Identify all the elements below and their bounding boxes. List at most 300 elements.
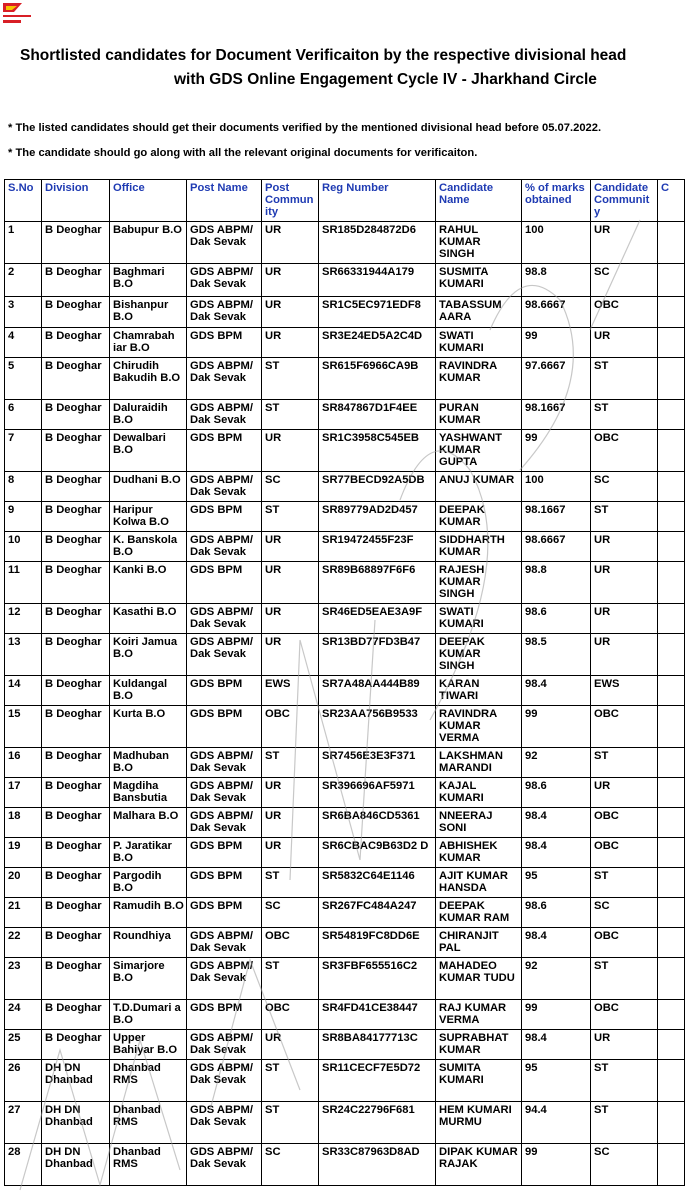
cell-post-community: OBC: [262, 1000, 319, 1030]
cell-division: B Deoghar: [42, 400, 110, 430]
cell-reg-number: SR8BA84177713C: [319, 1030, 436, 1060]
cell-marks: 98.6: [522, 604, 591, 634]
cell-post-name: GDS BPM: [187, 430, 262, 472]
cell-division: B Deoghar: [42, 264, 110, 297]
note-original-documents: * The candidate should go along with all the relevant original documents for verificaiton.: [8, 147, 478, 159]
cell-reg-number: SR267FC484A247: [319, 898, 436, 928]
cell-sno: 10: [5, 532, 42, 562]
cell-marks: 99: [522, 706, 591, 748]
cell-office: Dhanbad RMS: [110, 1102, 187, 1144]
cell-office: Kanki B.O: [110, 562, 187, 604]
cell-candidate-name: SWATI KUMARI: [436, 328, 522, 358]
cell-post-community: UR: [262, 1030, 319, 1060]
cell-reg-number: SR3E24ED5A2C4D: [319, 328, 436, 358]
table-row: [5, 1000, 685, 1030]
col-header-cut-off: C: [658, 180, 685, 222]
cell-office: Malhara B.O: [110, 808, 187, 838]
cell-sno: 23: [5, 958, 42, 1000]
cell-reg-number: SR13BD77FD3B47: [319, 634, 436, 676]
cell-reg-number: SR396696AF5971: [319, 778, 436, 808]
cell-sno: 6: [5, 400, 42, 430]
cell-sno: 22: [5, 928, 42, 958]
india-post-logo-icon: [0, 0, 40, 28]
cell-division: B Deoghar: [42, 868, 110, 898]
cell-division: B Deoghar: [42, 634, 110, 676]
cell-candidate-community: OBC: [591, 808, 658, 838]
cell-post-community: EWS: [262, 676, 319, 706]
cell-post-name: GDS BPM: [187, 328, 262, 358]
cell-sno: 20: [5, 868, 42, 898]
cell-office: Babupur B.O: [110, 222, 187, 264]
cell-post-community: UR: [262, 562, 319, 604]
cell-marks: 99: [522, 1144, 591, 1186]
cell-cut-off: [658, 676, 685, 706]
cell-reg-number: SR7A48AA444B89: [319, 676, 436, 706]
cell-division: B Deoghar: [42, 1030, 110, 1060]
cell-post-community: UR: [262, 808, 319, 838]
table-row: [5, 1144, 685, 1186]
table-row: [5, 1060, 685, 1102]
table-row: [5, 748, 685, 778]
cell-candidate-community: UR: [591, 634, 658, 676]
table-row: [5, 430, 685, 472]
cell-post-name: GDS BPM: [187, 706, 262, 748]
india-post-logo: [0, 0, 40, 28]
table-row: [5, 502, 685, 532]
cell-post-community: UR: [262, 297, 319, 328]
cell-sno: 13: [5, 634, 42, 676]
cell-cut-off: [658, 1030, 685, 1060]
cell-sno: 25: [5, 1030, 42, 1060]
cell-candidate-name: DEEPAK KUMAR: [436, 502, 522, 532]
cell-candidate-community: ST: [591, 748, 658, 778]
col-header-post-community: Post Community: [262, 180, 319, 222]
cell-office: Bishanpur B.O: [110, 297, 187, 328]
cell-office: Daluraidih B.O: [110, 400, 187, 430]
cell-cut-off: [658, 1144, 685, 1186]
cell-cut-off: [658, 222, 685, 264]
cell-cut-off: [658, 1060, 685, 1102]
cell-candidate-name: SUSMITA KUMARI: [436, 264, 522, 297]
table-row: [5, 264, 685, 297]
cell-marks: 98.4: [522, 1030, 591, 1060]
cell-cut-off: [658, 748, 685, 778]
cell-sno: 2: [5, 264, 42, 297]
cell-cut-off: [658, 358, 685, 400]
cell-post-name: GDS BPM: [187, 562, 262, 604]
cell-sno: 15: [5, 706, 42, 748]
cell-reg-number: SR11CECF7E5D72: [319, 1060, 436, 1102]
cell-sno: 21: [5, 898, 42, 928]
cell-post-community: UR: [262, 222, 319, 264]
cell-sno: 24: [5, 1000, 42, 1030]
table-row: [5, 532, 685, 562]
cell-cut-off: [658, 838, 685, 868]
cell-marks: 98.4: [522, 928, 591, 958]
cell-division: DH DN Dhanbad: [42, 1060, 110, 1102]
cell-office: Kuldangal B.O: [110, 676, 187, 706]
cell-reg-number: SR847867D1F4EE: [319, 400, 436, 430]
cell-cut-off: [658, 898, 685, 928]
cell-post-community: UR: [262, 778, 319, 808]
cell-candidate-community: OBC: [591, 1000, 658, 1030]
cell-post-community: ST: [262, 958, 319, 1000]
cell-candidate-community: EWS: [591, 676, 658, 706]
cell-candidate-name: DEEPAK KUMAR SINGH: [436, 634, 522, 676]
cell-marks: 98.6667: [522, 532, 591, 562]
cell-post-name: GDS ABPM/ Dak Sevak: [187, 297, 262, 328]
cell-office: Haripur Kolwa B.O: [110, 502, 187, 532]
cell-post-name: GDS ABPM/ Dak Sevak: [187, 472, 262, 502]
cell-post-name: GDS ABPM/ Dak Sevak: [187, 778, 262, 808]
col-header-candidate-name: Candidate Name: [436, 180, 522, 222]
table-row: [5, 472, 685, 502]
cell-cut-off: [658, 532, 685, 562]
cell-office: Dewalbari B.O: [110, 430, 187, 472]
cell-post-name: GDS ABPM/ Dak Sevak: [187, 222, 262, 264]
cell-candidate-name: KAJAL KUMARI: [436, 778, 522, 808]
note-verification-deadline: * The listed candidates should get their documents verified by the mentioned divisional head before 05.07.2022.: [8, 122, 602, 134]
cell-post-name: GDS ABPM/ Dak Sevak: [187, 1030, 262, 1060]
cell-marks: 98.6667: [522, 297, 591, 328]
cell-reg-number: SR185D284872D6: [319, 222, 436, 264]
table-row: [5, 604, 685, 634]
cell-post-name: GDS BPM: [187, 502, 262, 532]
cell-sno: 26: [5, 1060, 42, 1102]
cell-office: T.D.Dumari a B.O: [110, 1000, 187, 1030]
cell-candidate-name: RAVINDRA KUMAR VERMA: [436, 706, 522, 748]
cell-office: Dudhani B.O: [110, 472, 187, 502]
cell-division: B Deoghar: [42, 297, 110, 328]
cell-reg-number: SR77BECD92A5DB: [319, 472, 436, 502]
cell-candidate-name: SWATI KUMARI: [436, 604, 522, 634]
cell-candidate-name: PURAN KUMAR: [436, 400, 522, 430]
cell-division: B Deoghar: [42, 472, 110, 502]
table-row: [5, 676, 685, 706]
cell-sno: 4: [5, 328, 42, 358]
cell-candidate-community: OBC: [591, 706, 658, 748]
cell-post-name: GDS ABPM/ Dak Sevak: [187, 928, 262, 958]
cell-division: B Deoghar: [42, 328, 110, 358]
cell-candidate-community: ST: [591, 502, 658, 532]
table-row: [5, 868, 685, 898]
cell-division: B Deoghar: [42, 502, 110, 532]
cell-sno: 12: [5, 604, 42, 634]
cell-post-name: GDS ABPM/ Dak Sevak: [187, 808, 262, 838]
cell-candidate-community: OBC: [591, 430, 658, 472]
table-row: [5, 222, 685, 264]
cell-division: DH DN Dhanbad: [42, 1144, 110, 1186]
cell-cut-off: [658, 868, 685, 898]
cell-marks: 99: [522, 1000, 591, 1030]
table-row: [5, 808, 685, 838]
cell-candidate-name: SIDDHARTH KUMAR: [436, 532, 522, 562]
cell-division: B Deoghar: [42, 838, 110, 868]
cell-reg-number: SR89779AD2D457: [319, 502, 436, 532]
table-row: [5, 898, 685, 928]
cell-candidate-name: KARAN TIWARI: [436, 676, 522, 706]
table-row: [5, 706, 685, 748]
cell-reg-number: SR7456E3E3F371: [319, 748, 436, 778]
cell-marks: 98.1667: [522, 502, 591, 532]
cell-office: Upper Bahiyar B.O: [110, 1030, 187, 1060]
cell-office: Chamrabah iar B.O: [110, 328, 187, 358]
cell-office: Magdiha Bansbutia: [110, 778, 187, 808]
table-row: [5, 838, 685, 868]
cell-candidate-community: UR: [591, 1030, 658, 1060]
cell-reg-number: SR6BA846CD5361: [319, 808, 436, 838]
cell-cut-off: [658, 328, 685, 358]
cell-marks: 97.6667: [522, 358, 591, 400]
table-row: [5, 400, 685, 430]
cell-candidate-name: DEEPAK KUMAR RAM: [436, 898, 522, 928]
cell-candidate-community: UR: [591, 532, 658, 562]
cell-reg-number: SR615F6966CA9B: [319, 358, 436, 400]
col-header-candidate-community: Candidate Community: [591, 180, 658, 222]
cell-marks: 100: [522, 472, 591, 502]
cell-marks: 99: [522, 328, 591, 358]
cell-post-community: OBC: [262, 706, 319, 748]
table-row: [5, 358, 685, 400]
cell-post-name: GDS BPM: [187, 1000, 262, 1030]
cell-reg-number: SR46ED5EAE3A9F: [319, 604, 436, 634]
cell-post-name: GDS ABPM/ Dak Sevak: [187, 1102, 262, 1144]
cell-sno: 16: [5, 748, 42, 778]
cell-post-name: GDS ABPM/ Dak Sevak: [187, 264, 262, 297]
cell-division: B Deoghar: [42, 778, 110, 808]
cell-marks: 98.6: [522, 898, 591, 928]
cell-post-community: ST: [262, 868, 319, 898]
cell-post-community: SC: [262, 472, 319, 502]
cell-post-name: GDS ABPM/ Dak Sevak: [187, 634, 262, 676]
cell-office: Chirudih Bakudih B.O: [110, 358, 187, 400]
cell-reg-number: SR23AA756B9533: [319, 706, 436, 748]
cell-post-community: UR: [262, 532, 319, 562]
cell-division: B Deoghar: [42, 808, 110, 838]
cell-sno: 19: [5, 838, 42, 868]
cell-reg-number: SR19472455F23F: [319, 532, 436, 562]
cell-sno: 8: [5, 472, 42, 502]
cell-candidate-community: SC: [591, 264, 658, 297]
cell-sno: 18: [5, 808, 42, 838]
cell-division: B Deoghar: [42, 1000, 110, 1030]
cell-office: Roundhiya: [110, 928, 187, 958]
cell-post-community: UR: [262, 634, 319, 676]
cell-cut-off: [658, 472, 685, 502]
cell-post-name: GDS BPM: [187, 868, 262, 898]
cell-post-community: UR: [262, 328, 319, 358]
cell-cut-off: [658, 808, 685, 838]
cell-post-community: UR: [262, 838, 319, 868]
cell-sno: 14: [5, 676, 42, 706]
cell-cut-off: [658, 634, 685, 676]
cell-candidate-name: DIPAK KUMAR RAJAK: [436, 1144, 522, 1186]
cell-office: Baghmari B.O: [110, 264, 187, 297]
cell-division: B Deoghar: [42, 430, 110, 472]
cell-candidate-name: ANUJ KUMAR: [436, 472, 522, 502]
cell-reg-number: SR89B68897F6F6: [319, 562, 436, 604]
cell-office: Kasathi B.O: [110, 604, 187, 634]
cell-cut-off: [658, 778, 685, 808]
title-line-2: with GDS Online Engagement Cycle IV - Jharkhand Circle: [174, 71, 597, 88]
cell-division: B Deoghar: [42, 562, 110, 604]
table-row: [5, 328, 685, 358]
cell-division: B Deoghar: [42, 706, 110, 748]
cell-candidate-name: RAJESH KUMAR SINGH: [436, 562, 522, 604]
cell-candidate-community: OBC: [591, 297, 658, 328]
col-header-division: Division: [42, 180, 110, 222]
cell-marks: 98.4: [522, 838, 591, 868]
cell-sno: 1: [5, 222, 42, 264]
cell-cut-off: [658, 1000, 685, 1030]
cell-candidate-name: RAVINDRA KUMAR: [436, 358, 522, 400]
cell-post-name: GDS ABPM/ Dak Sevak: [187, 1144, 262, 1186]
title-line-1: Shortlisted candidates for Document Verificaiton by the respective divisional head: [20, 47, 627, 64]
cell-post-name: GDS ABPM/ Dak Sevak: [187, 1060, 262, 1102]
cell-reg-number: SR33C87963D8AD: [319, 1144, 436, 1186]
cell-candidate-name: NNEERAJ SONI: [436, 808, 522, 838]
cell-cut-off: [658, 958, 685, 1000]
cell-post-name: GDS ABPM/ Dak Sevak: [187, 748, 262, 778]
cell-candidate-community: SC: [591, 472, 658, 502]
cell-division: B Deoghar: [42, 604, 110, 634]
cell-cut-off: [658, 430, 685, 472]
cell-reg-number: SR4FD41CE38447: [319, 1000, 436, 1030]
cell-candidate-community: ST: [591, 958, 658, 1000]
cell-division: B Deoghar: [42, 928, 110, 958]
cell-post-community: ST: [262, 502, 319, 532]
cell-cut-off: [658, 400, 685, 430]
cell-cut-off: [658, 706, 685, 748]
table-row: [5, 1030, 685, 1060]
cell-candidate-name: AJIT KUMAR HANSDA: [436, 868, 522, 898]
cell-office: Simarjore B.O: [110, 958, 187, 1000]
cell-sno: 11: [5, 562, 42, 604]
cell-candidate-name: CHIRANJIT PAL: [436, 928, 522, 958]
cell-cut-off: [658, 264, 685, 297]
cell-office: Dhanbad RMS: [110, 1144, 187, 1186]
cell-division: B Deoghar: [42, 222, 110, 264]
col-header-reg-number: Reg Number: [319, 180, 436, 222]
cell-candidate-name: RAHUL KUMAR SINGH: [436, 222, 522, 264]
cell-reg-number: SR3FBF655516C2: [319, 958, 436, 1000]
cell-office: Koiri Jamua B.O: [110, 634, 187, 676]
cell-post-community: ST: [262, 1102, 319, 1144]
cell-marks: 95: [522, 1060, 591, 1102]
cell-post-community: ST: [262, 748, 319, 778]
cell-candidate-name: MAHADEO KUMAR TUDU: [436, 958, 522, 1000]
cell-post-name: GDS ABPM/ Dak Sevak: [187, 958, 262, 1000]
table-row: [5, 1102, 685, 1144]
cell-post-name: GDS BPM: [187, 838, 262, 868]
cell-candidate-community: ST: [591, 400, 658, 430]
cell-reg-number: SR1C3958C545EB: [319, 430, 436, 472]
cell-post-name: GDS ABPM/ Dak Sevak: [187, 358, 262, 400]
cell-office: Ramudih B.O: [110, 898, 187, 928]
cell-cut-off: [658, 928, 685, 958]
cell-candidate-community: ST: [591, 358, 658, 400]
cell-candidate-name: ABHISHEK KUMAR: [436, 838, 522, 868]
cell-division: B Deoghar: [42, 748, 110, 778]
cell-candidate-name: YASHWANT KUMAR GUPTA: [436, 430, 522, 472]
cell-marks: 98.4: [522, 808, 591, 838]
cell-reg-number: SR6CBAC9B63D2 D: [319, 838, 436, 868]
table-row: [5, 634, 685, 676]
col-header-post-name: Post Name: [187, 180, 262, 222]
cell-candidate-name: SUPRABHAT KUMAR: [436, 1030, 522, 1060]
candidates-table: [4, 179, 685, 1186]
cell-candidate-community: UR: [591, 778, 658, 808]
cell-office: Kurta B.O: [110, 706, 187, 748]
table-header-row: [5, 180, 685, 222]
cell-marks: 98.4: [522, 676, 591, 706]
cell-post-name: GDS BPM: [187, 898, 262, 928]
table-row: [5, 928, 685, 958]
cell-division: B Deoghar: [42, 358, 110, 400]
cell-marks: 92: [522, 748, 591, 778]
col-header-office: Office: [110, 180, 187, 222]
cell-office: P. Jaratikar B.O: [110, 838, 187, 868]
cell-post-community: ST: [262, 358, 319, 400]
table-row: [5, 958, 685, 1000]
cell-sno: 5: [5, 358, 42, 400]
cell-reg-number: SR66331944A179: [319, 264, 436, 297]
cell-division: DH DN Dhanbad: [42, 1102, 110, 1144]
cell-office: Dhanbad RMS: [110, 1060, 187, 1102]
cell-candidate-community: UR: [591, 562, 658, 604]
cell-post-community: ST: [262, 400, 319, 430]
cell-post-name: GDS ABPM/ Dak Sevak: [187, 400, 262, 430]
cell-reg-number: SR24C22796F681: [319, 1102, 436, 1144]
cell-candidate-name: TABASSUM AARA: [436, 297, 522, 328]
cell-reg-number: SR5832C64E1146: [319, 868, 436, 898]
cell-candidate-community: UR: [591, 222, 658, 264]
cell-candidate-community: ST: [591, 1060, 658, 1102]
cell-marks: 100: [522, 222, 591, 264]
cell-post-community: SC: [262, 898, 319, 928]
cell-sno: 7: [5, 430, 42, 472]
cell-division: B Deoghar: [42, 676, 110, 706]
cell-candidate-community: OBC: [591, 928, 658, 958]
cell-division: B Deoghar: [42, 958, 110, 1000]
cell-sno: 27: [5, 1102, 42, 1144]
cell-post-name: GDS ABPM/ Dak Sevak: [187, 604, 262, 634]
cell-post-community: UR: [262, 264, 319, 297]
cell-sno: 9: [5, 502, 42, 532]
cell-candidate-name: SUMITA KUMARI: [436, 1060, 522, 1102]
cell-cut-off: [658, 604, 685, 634]
cell-candidate-community: ST: [591, 1102, 658, 1144]
cell-marks: 98.1667: [522, 400, 591, 430]
table-row: [5, 562, 685, 604]
cell-marks: 98.8: [522, 264, 591, 297]
cell-candidate-community: SC: [591, 1144, 658, 1186]
cell-marks: 98.5: [522, 634, 591, 676]
table-row: [5, 778, 685, 808]
col-header-marks: % of marks obtained: [522, 180, 591, 222]
cell-cut-off: [658, 1102, 685, 1144]
cell-candidate-name: RAJ KUMAR VERMA: [436, 1000, 522, 1030]
col-header-sno: S.No: [5, 180, 42, 222]
cell-post-name: GDS ABPM/ Dak Sevak: [187, 532, 262, 562]
cell-candidate-name: HEM KUMARI MURMU: [436, 1102, 522, 1144]
cell-division: B Deoghar: [42, 532, 110, 562]
cell-marks: 98.8: [522, 562, 591, 604]
cell-marks: 94.4: [522, 1102, 591, 1144]
cell-cut-off: [658, 502, 685, 532]
cell-reg-number: SR54819FC8DD6E: [319, 928, 436, 958]
cell-post-community: OBC: [262, 928, 319, 958]
